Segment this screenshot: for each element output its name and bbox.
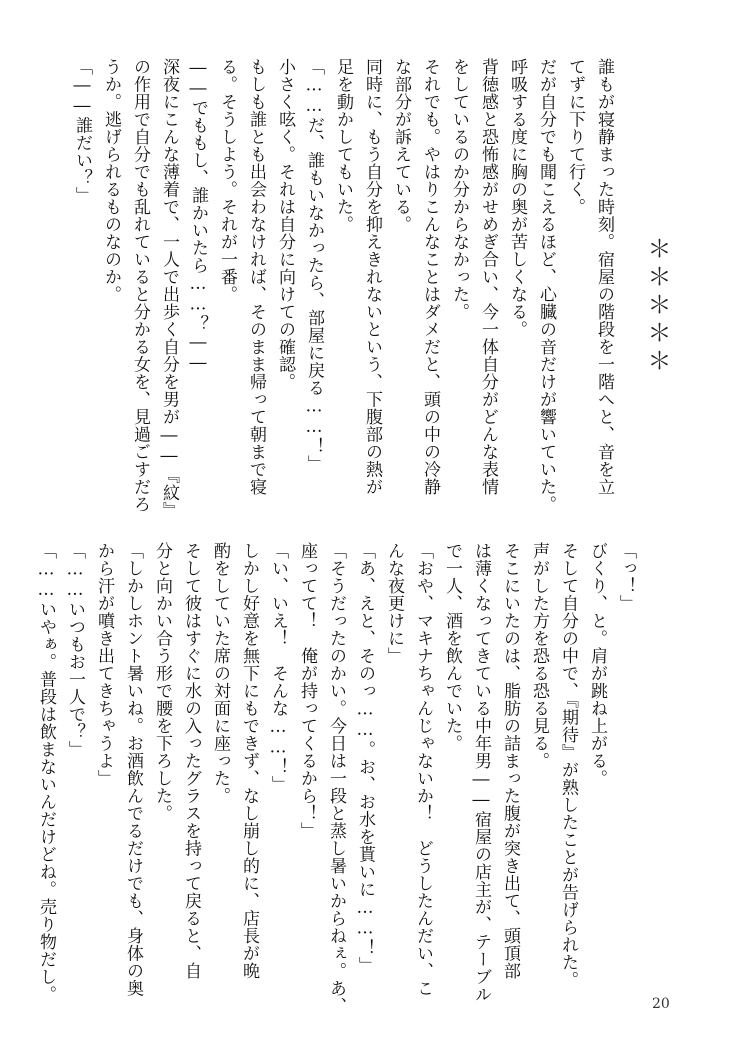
text-line: 小さく呟く。それは自分に向けての確認。 [275,58,295,391]
text-line: 「――誰だい？」 [72,58,92,204]
text-line: それでも。やはりこんなことはダメだと、頭の中の冷静 [420,58,440,496]
text-line: 「しかしホント暑いね。お酒飲んでるだけでも、身体の奥 [123,542,143,997]
text-line: びくり、と。肩が跳ね上がる。 [587,542,607,787]
text-line: 足を動かしてもいた。 [333,58,353,233]
text-line: 「……いつもお一人で？」 [65,542,85,758]
text-line: 「……いやぁ。普段は飲まないんだけどね。売り物だし。 [36,542,56,1003]
text-line: をしているのか分からなかった。 [449,58,469,321]
text-line: 「い、いえ！ そんな……！」 [268,542,288,793]
text-line: 背徳感と恐怖感がせめぎ合い、今一体自分がどんな表情 [478,58,498,496]
text-line: しかし好意を無下にもできず、なし崩し的に、店長が晩 [239,542,259,980]
text-line: 深夜にこんな薄着で、一人で出歩く自分を男が――『紋』 [159,58,179,519]
text-line: だが自分でも聞こえるほど、心臓の音だけが響いていた。 [536,58,556,513]
text-line: 「おや、マキナちゃんじゃないか！ どうしたんだい、こ [413,542,433,997]
text-line: 「っ！」 [616,542,636,612]
text-line: から汗が噴き出てきちゃうよ」 [94,542,114,787]
text-line: は薄くなってきている中年男――宿屋の店主が、テーブル [471,542,491,1003]
text-line: てずに下りて行く。 [565,58,585,216]
lower-text-block [31,542,640,1015]
text-line: んな夜更けに」 [384,542,404,665]
text-line: の作用で自分でも乱れていると分かる女を、見過ごすだろ [130,58,150,513]
text-line: 座ってて！ 俺が持ってくるから！」 [297,542,317,840]
text-line: 「あ、えと、そのっ……。お、お水を貰いに……！」 [355,542,375,974]
text-line: 声がした方を恐る恐る見る。 [529,542,549,770]
text-line: ――でももし、誰かいたら……？―― [188,58,208,374]
text-line: 誰もが寝静まった時刻。宿屋の階段を一階へと、音を立 [594,58,614,496]
text-line: 分と向かい合う形で腰を下ろした。 [152,542,172,822]
text-line: うか。逃げられるものなのか。 [101,58,121,303]
text-line: な部分が訴えている。 [391,58,411,233]
text-line: そして自分の中で、『期待』が熟したことが告げられた。 [558,542,578,989]
text-line: 呼吸する度に胸の奥が苦しくなる。 [507,58,527,338]
text-line: る。そうしよう。それが一番。 [217,58,237,303]
section-break-mark: ＊＊＊＊＊ [643,236,671,376]
text-line: 酌をしていた席の対面に座った。 [210,542,230,805]
text-line: そして彼はすぐに水の入ったグラスを持って戻ると、自 [181,542,201,980]
text-line: そこにいたのは、脂肪の詰まった腹が突き出て、頭頂部 [500,542,520,980]
text-line: もしも誰とも出会わなければ、そのまま帰って朝まで寝 [246,58,266,496]
text-line: で一人、酒を飲んでいた。 [442,542,462,752]
upper-text-block [67,58,618,528]
text-line: 「……だ、誰もいなかったら、部屋に戻る……！」 [304,58,324,473]
text-line: 同時に、もう自分を抑えきれないという、下腹部の熱が [362,58,382,496]
page-number: 20 [652,996,670,1012]
text-line: 「そうだったのかい。今日は一段と蒸し暑いからねぇ。あ、 [326,542,346,1015]
